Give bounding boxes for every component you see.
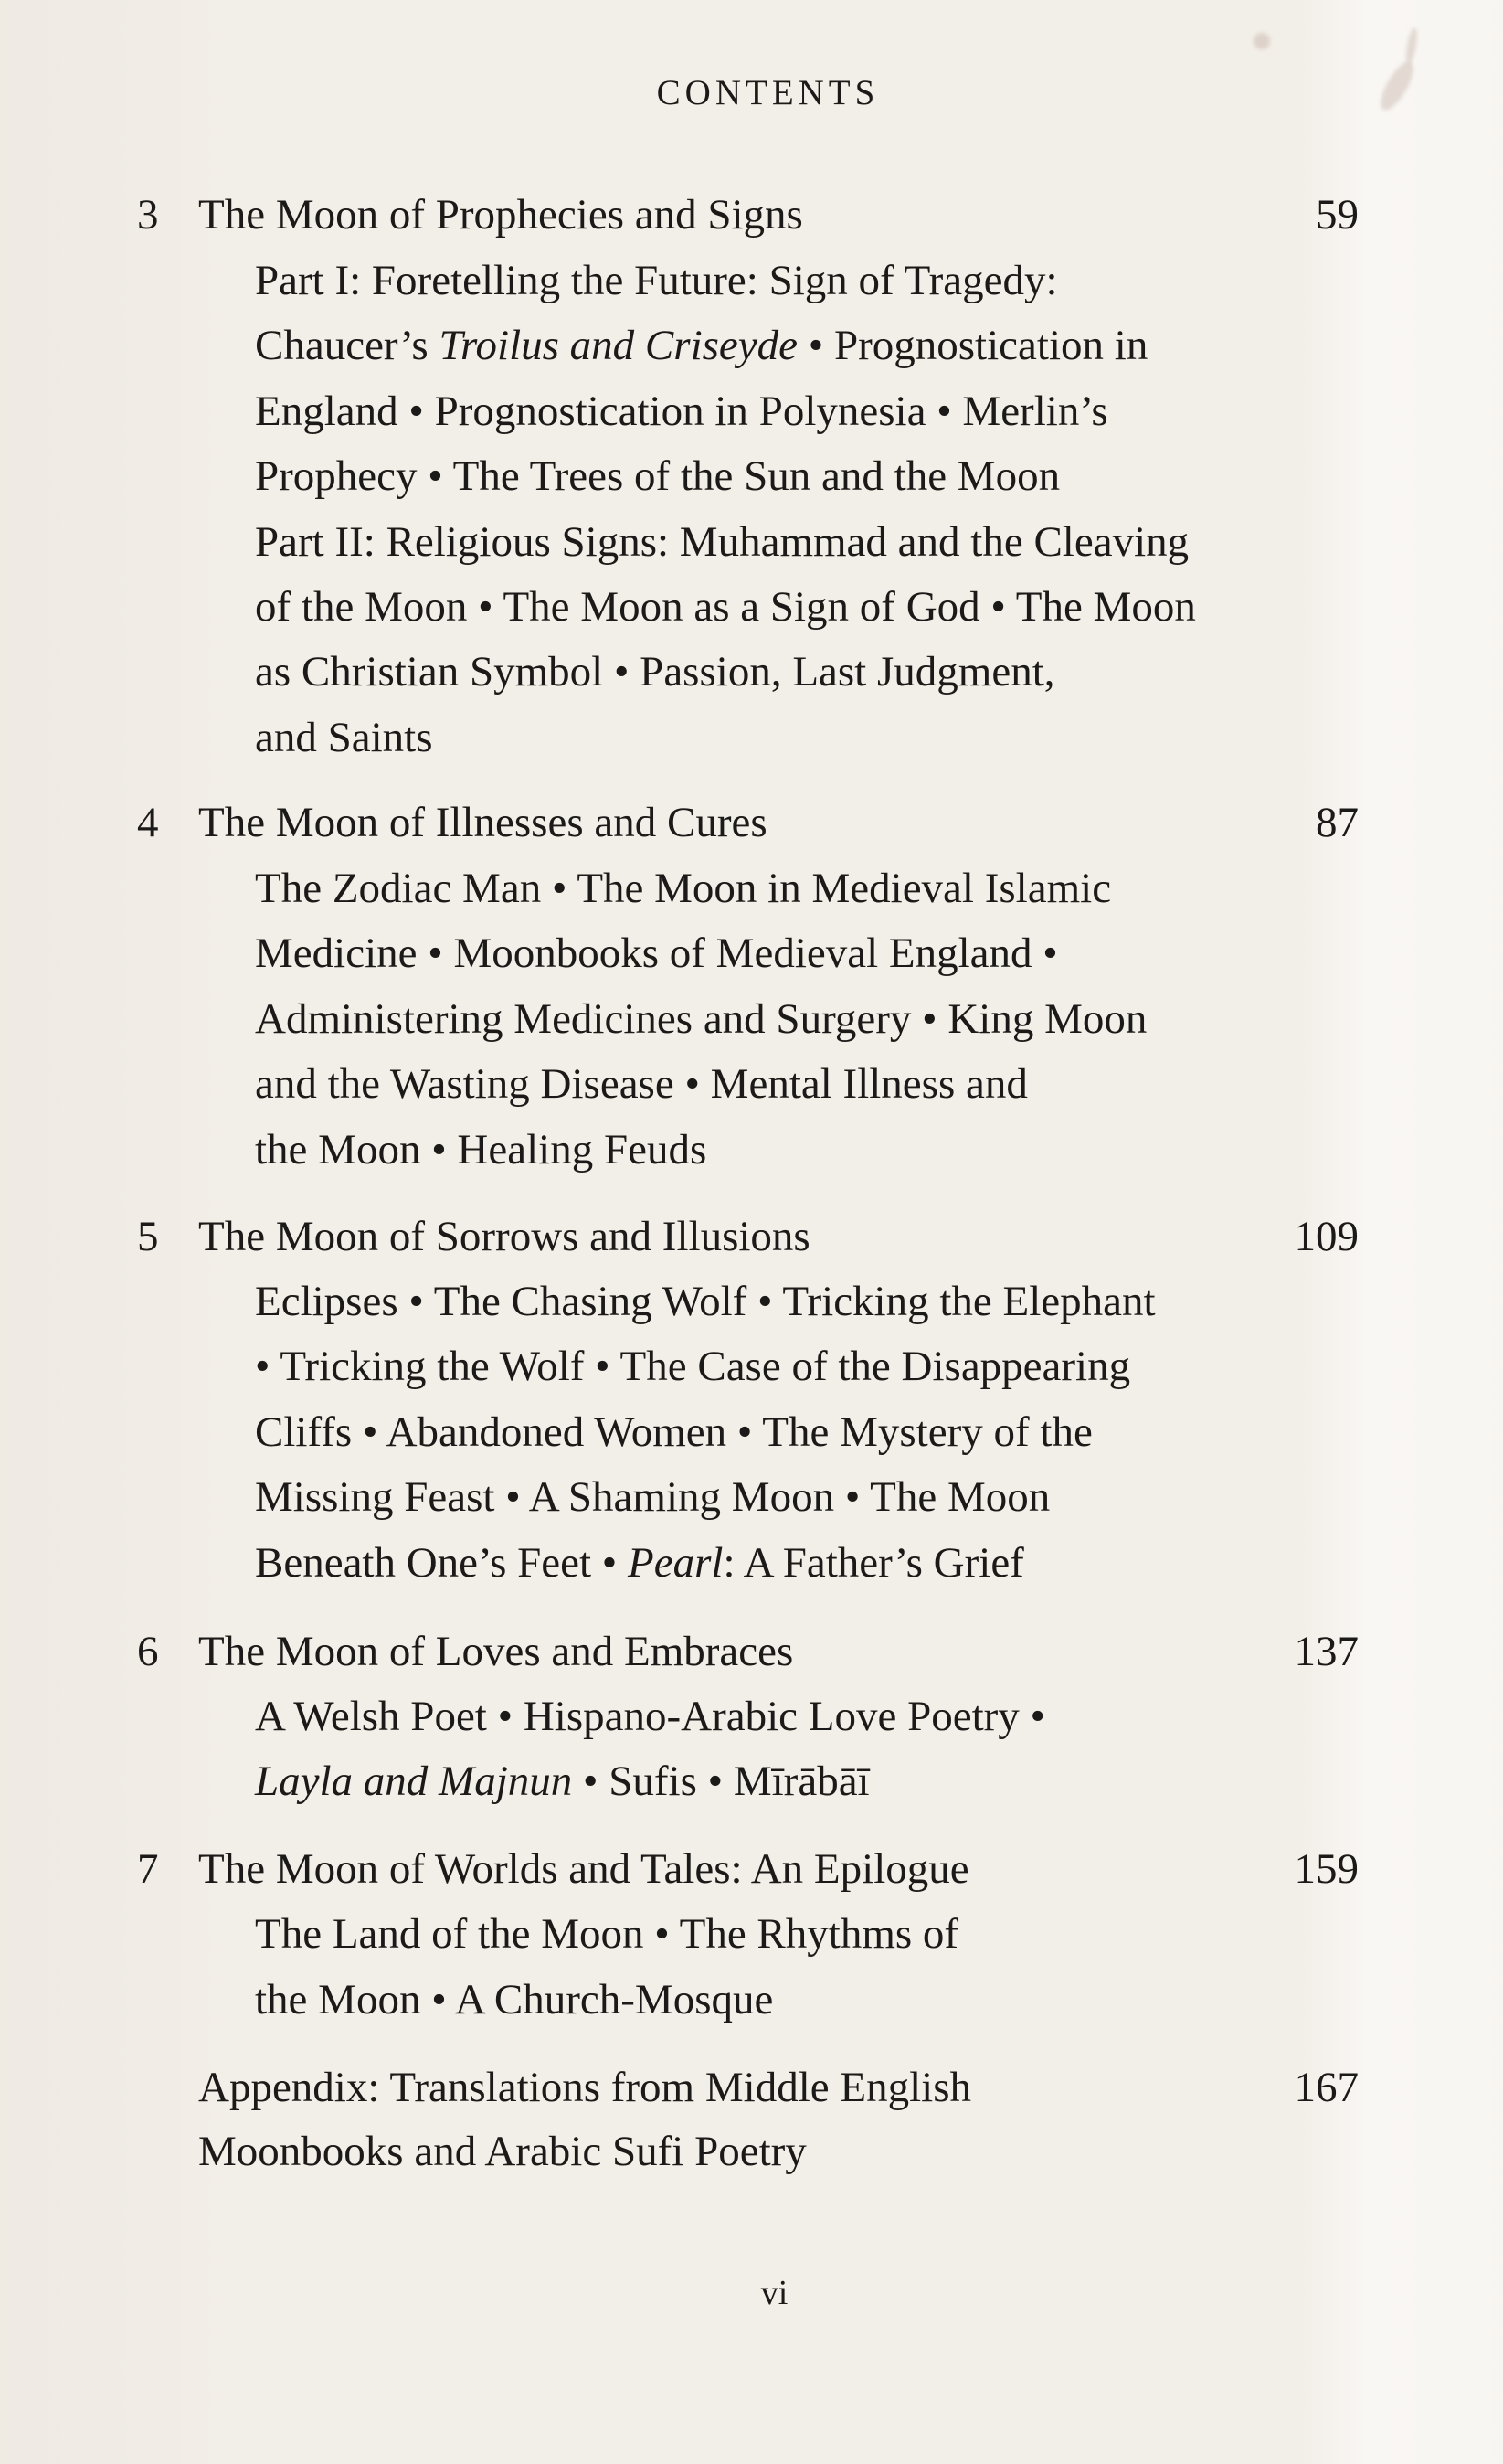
section-line: and Saints — [255, 714, 433, 761]
folio-page-number: vi — [760, 2274, 789, 2312]
section-text: Chaucer’s — [255, 322, 439, 369]
chapter-number: 3 — [137, 191, 159, 239]
work-title-italic: Troilus and Criseyde — [439, 322, 799, 369]
section-line: Part I: Foretelling the Future: Sign of Tragedy: — [255, 257, 1058, 304]
chapter-page-number: 109 — [1294, 1213, 1359, 1260]
chapter-page-number: 159 — [1294, 1845, 1359, 1893]
appendix-title: Appendix: Translations from Middle English — [198, 2064, 971, 2111]
contents-heading: CONTENTS — [656, 73, 880, 112]
work-title-italic: Layla and Majnun — [255, 1758, 573, 1805]
chapter-number: 5 — [137, 1213, 159, 1260]
section-line: Part II: Religious Signs: Muhammad and the Cleaving — [255, 518, 1190, 566]
section-line: The Zodiac Man • The Moon in Medieval Islamic — [255, 865, 1112, 912]
section-line: The Land of the Moon • The Rhythms of — [255, 1910, 959, 1958]
chapter-title: The Moon of Loves and Embraces — [198, 1628, 794, 1675]
chapter-page-number: 137 — [1294, 1628, 1359, 1675]
appendix-title-continued: Moonbooks and Arabic Sufi Poetry — [198, 2128, 807, 2175]
section-line: and the Wasting Disease • Mental Illness and — [255, 1060, 1028, 1108]
chapter-number: 4 — [137, 799, 159, 846]
chapter-title: The Moon of Sorrows and Illusions — [198, 1213, 810, 1260]
appendix-page-number: 167 — [1294, 2064, 1359, 2111]
section-line: Medicine • Moonbooks of Medieval England • — [255, 929, 1058, 977]
section-line: as Christian Symbol • Passion, Last Judgment, — [255, 648, 1055, 696]
section-text: • Prognostication in — [798, 322, 1148, 369]
section-line: the Moon • Healing Feuds — [255, 1126, 707, 1174]
section-line: Cliffs • Abandoned Women • The Mystery of the — [255, 1408, 1093, 1456]
section-line — [255, 1537, 1024, 1588]
section-line: Eclipses • The Chasing Wolf • Tricking the Elephant — [255, 1278, 1156, 1325]
paper-stain — [1254, 33, 1270, 49]
section-text: • Sufis • Mīrābāī — [572, 1758, 870, 1805]
section-line — [255, 320, 1148, 371]
section-line: Prophecy • The Trees of the Sun and the Moon — [255, 452, 1061, 500]
section-line: of the Moon • The Moon as a Sign of God • The Moon — [255, 583, 1196, 631]
chapter-title: The Moon of Prophecies and Signs — [198, 191, 803, 239]
section-line: Missing Feast • A Shaming Moon • The Moon — [255, 1473, 1051, 1521]
section-line: England • Prognostication in Polynesia • Merlin’s — [255, 388, 1108, 435]
section-line: the Moon • A Church-Mosque — [255, 1976, 774, 2023]
section-line: Administering Medicines and Surgery • King Moon — [255, 995, 1148, 1043]
chapter-number: 6 — [137, 1628, 159, 1675]
section-line — [255, 1756, 870, 1807]
chapter-title: The Moon of Illnesses and Cures — [198, 799, 767, 846]
chapter-page-number: 59 — [1316, 191, 1359, 239]
chapter-number: 7 — [137, 1845, 159, 1893]
section-line: • Tricking the Wolf • The Case of the Disappearing — [255, 1343, 1131, 1390]
section-text: : A Father’s Grief — [723, 1539, 1024, 1587]
chapter-page-number: 87 — [1316, 799, 1359, 846]
chapter-title: The Moon of Worlds and Tales: An Epilogue — [198, 1845, 969, 1893]
work-title-italic: Pearl — [628, 1539, 724, 1587]
section-text: Beneath One’s Feet • — [255, 1539, 629, 1587]
section-line: A Welsh Poet • Hispano-Arabic Love Poetry • — [255, 1693, 1045, 1740]
